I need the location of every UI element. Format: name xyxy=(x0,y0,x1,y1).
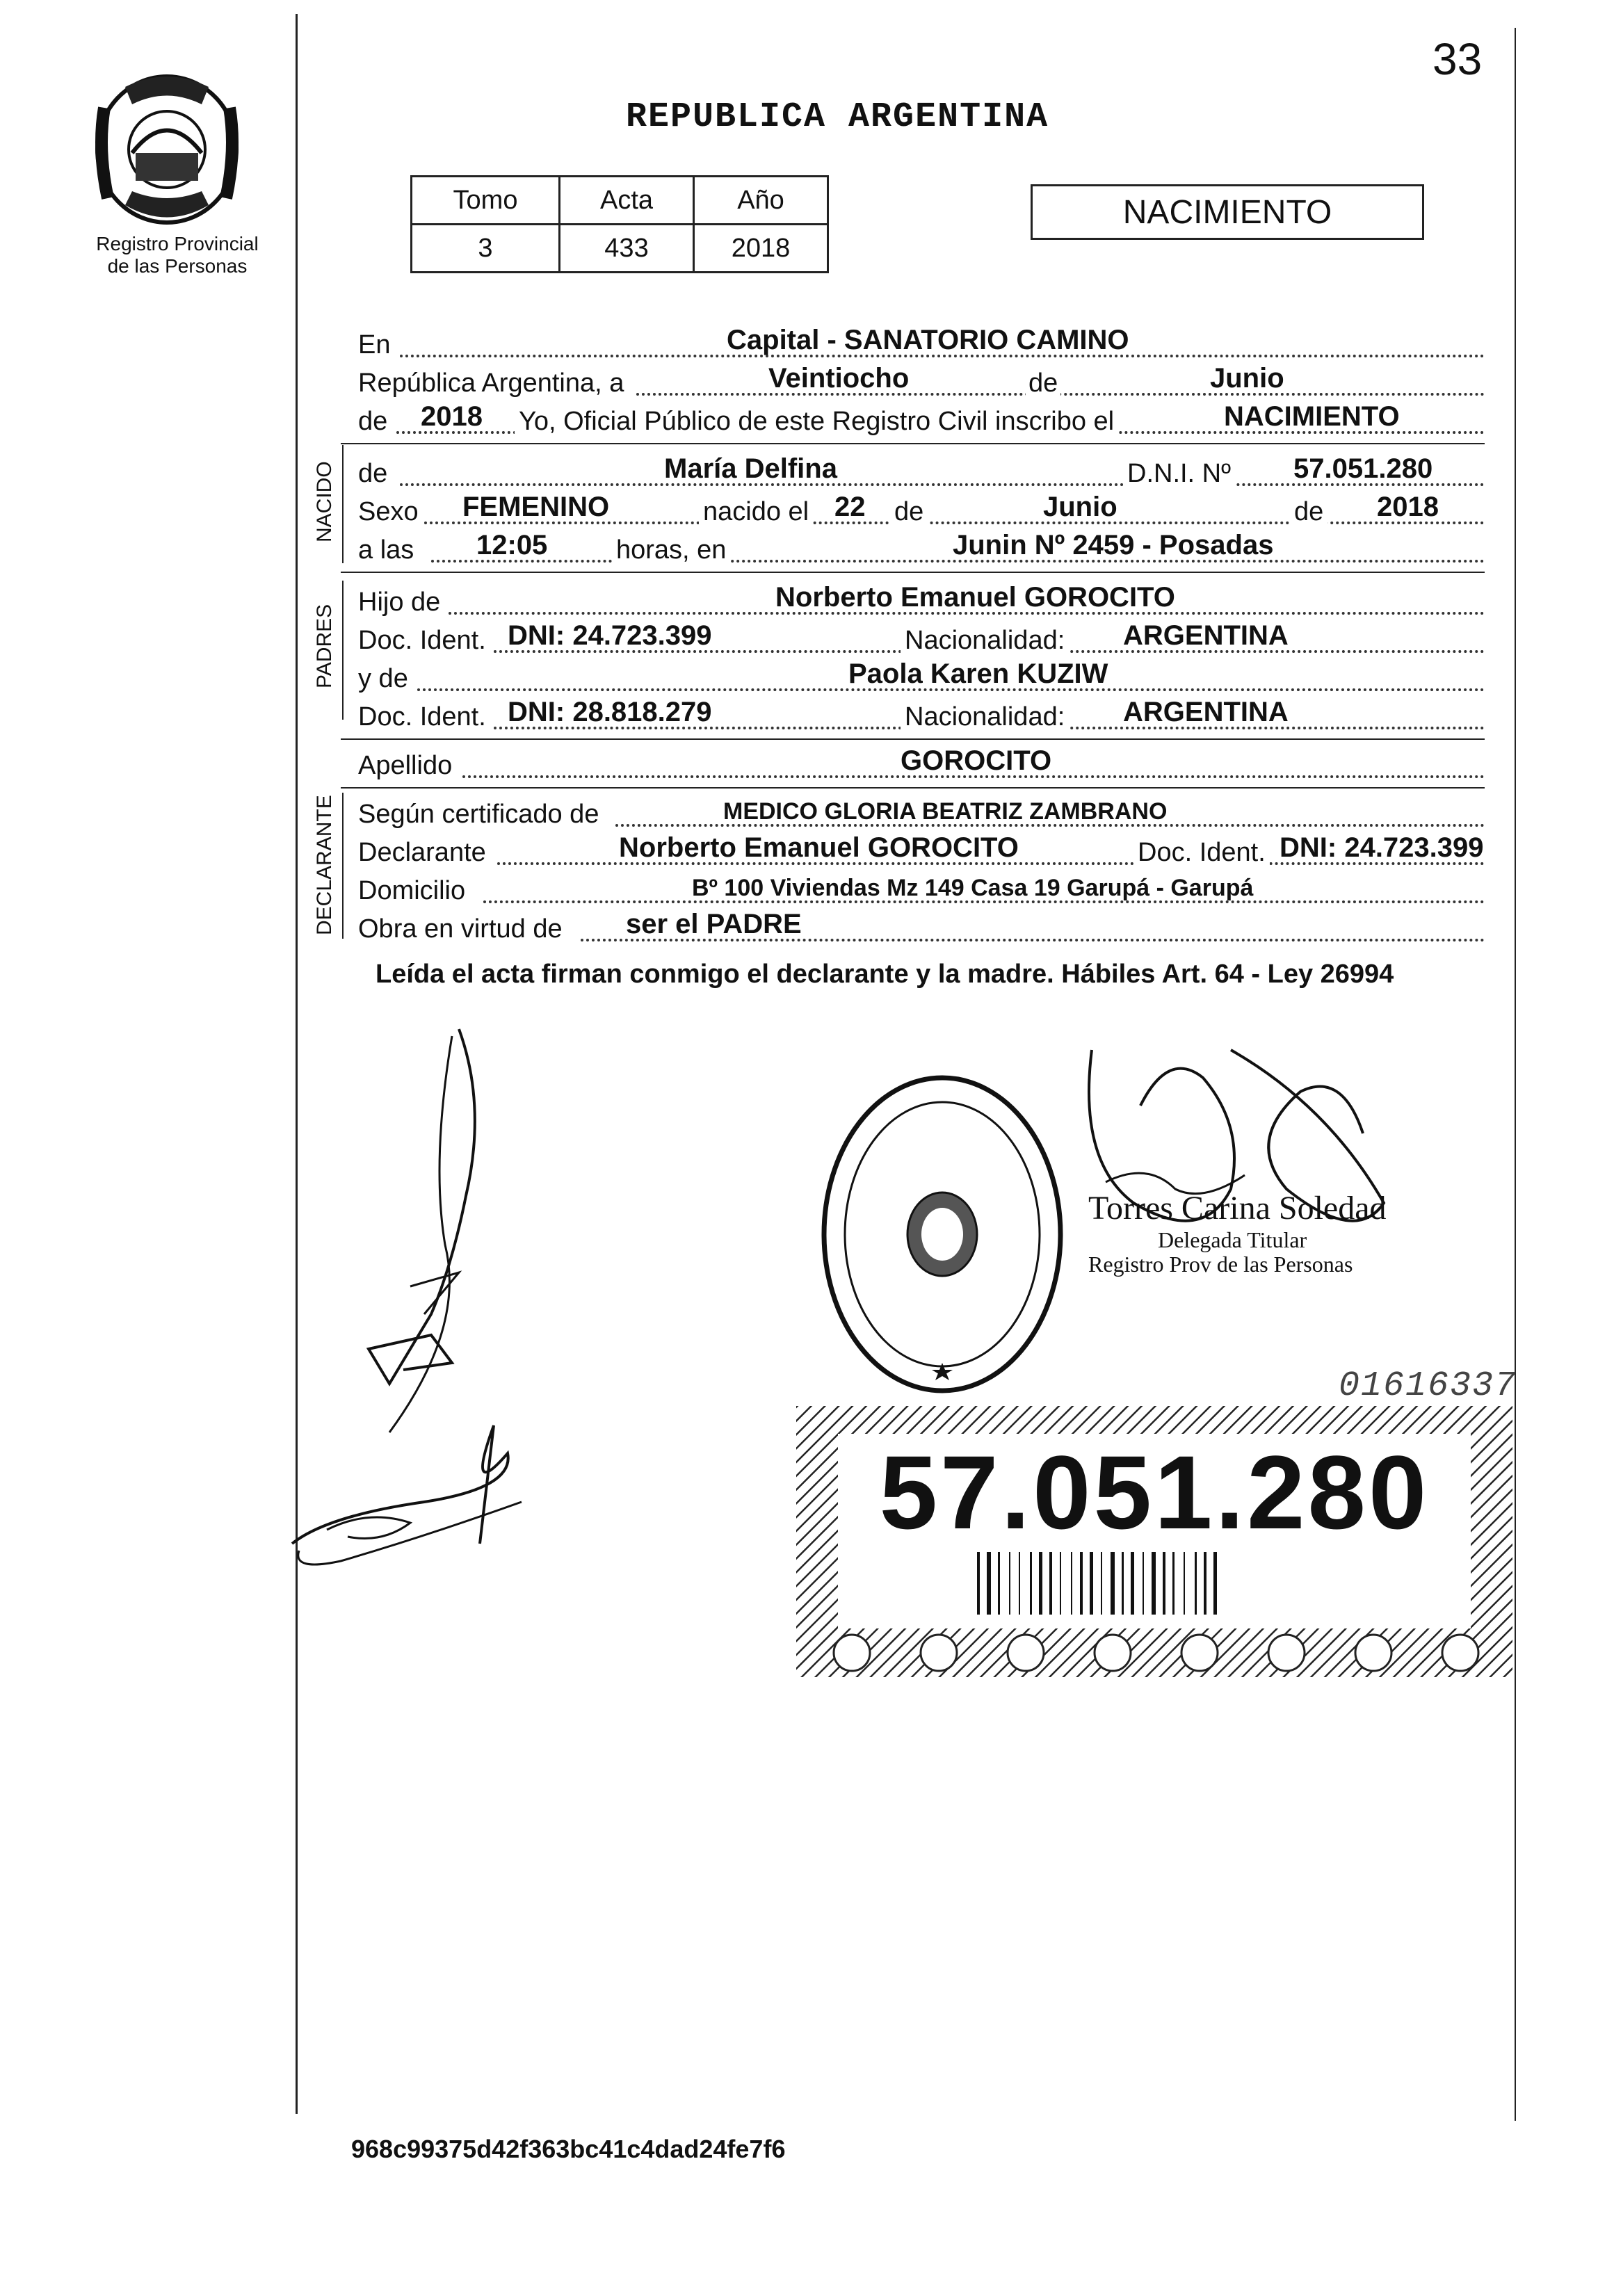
row-domicilio xyxy=(358,873,1485,906)
mother-name-value: Paola Karen KUZIW xyxy=(848,658,1108,689)
left-margin-line xyxy=(296,14,298,2114)
birth-place-value: Junin Nº 2459 - Posadas xyxy=(953,530,1274,560)
inscribo-text: Yo, Oficial Público de este Registro Civil inscribo el xyxy=(515,407,1118,437)
section-bracket xyxy=(342,581,344,720)
record-header-tomo: Tomo xyxy=(412,177,560,225)
registry-label xyxy=(76,233,278,277)
record-value-tomo: 3 xyxy=(412,225,560,273)
row-father xyxy=(358,584,1485,617)
doc-label: Doc. Ident. xyxy=(1133,838,1270,868)
section-bracket xyxy=(342,793,344,939)
section-label-declarante: DECLARANTE xyxy=(313,795,336,935)
father-name-value: Norberto Emanuel GOROCITO xyxy=(775,582,1175,613)
father-nationality-value: ARGENTINA xyxy=(1123,620,1289,651)
section-divider xyxy=(341,443,1485,444)
day-value: Veintiocho xyxy=(768,363,910,394)
sexo-label: Sexo xyxy=(358,497,419,526)
section-label-padres: PADRES xyxy=(313,604,336,688)
republica-label: República Argentina, a xyxy=(358,369,624,398)
de-label: de xyxy=(890,497,928,527)
record-header-ano: Año xyxy=(694,177,828,225)
official-name: Torres Carina Soledad xyxy=(1088,1190,1387,1227)
doc-label: Doc. Ident. xyxy=(358,626,486,655)
record-value-ano: 2018 xyxy=(694,225,828,273)
row-mother-doc xyxy=(358,699,1485,732)
hijo-label: Hijo de xyxy=(358,588,441,617)
record-value-acta: 433 xyxy=(560,225,694,273)
en-label: En xyxy=(358,330,391,359)
official-role: Delegada Titular xyxy=(1158,1227,1307,1252)
doc-label: Doc. Ident. xyxy=(358,702,486,731)
row-apellido xyxy=(358,747,1485,781)
closing-statement: Leída el acta firman conmigo el declarante y la madre. Hábiles Art. 64 - Ley 26994 xyxy=(376,960,1394,989)
month-value: Junio xyxy=(1210,363,1284,394)
row-mother xyxy=(358,658,1485,694)
delegation-seal-stamp xyxy=(817,1071,1067,1398)
birth-year-value: 2018 xyxy=(1377,492,1439,522)
right-margin-line xyxy=(1515,28,1516,2121)
section-divider xyxy=(341,738,1485,740)
declarante-label: Declarante xyxy=(358,838,486,867)
declarante-doc-value: DNI: 24.723.399 xyxy=(1280,832,1484,863)
segun-label: Según certificado de xyxy=(358,800,599,829)
section-bracket xyxy=(342,445,344,563)
de-label: de xyxy=(1026,369,1060,398)
record-type-box: NACIMIENTO xyxy=(1031,184,1424,240)
registry-label-line1: Registro Provincial xyxy=(96,233,259,254)
domicilio-label: Domicilio xyxy=(358,876,466,905)
declarante-name-value: Norberto Emanuel GOROCITO xyxy=(619,832,1019,863)
record-header-acta: Acta xyxy=(560,177,694,225)
declarant-signature xyxy=(348,1022,528,1439)
place-value: Capital - SANATORIO CAMINO xyxy=(727,325,1129,355)
time-value: 12:05 xyxy=(476,530,548,560)
nacionalidad-label: Nacionalidad: xyxy=(901,626,1069,656)
official-organization: Registro Prov de las Personas xyxy=(1088,1252,1353,1277)
row-inscribo xyxy=(358,403,1485,437)
document-hash: 968c99375d42f363bc41c4dad24fe7f6 xyxy=(351,2135,786,2163)
nacido-label: nacido el xyxy=(699,497,813,527)
official-signature xyxy=(1064,1022,1426,1342)
mother-nationality-value: ARGENTINA xyxy=(1123,697,1289,727)
year-value: 2018 xyxy=(421,401,483,432)
year-prefix: de xyxy=(358,407,388,436)
registry-label-line2: de las Personas xyxy=(107,255,248,277)
row-declarante xyxy=(358,834,1485,868)
country-title: REPUBLICA ARGENTINA xyxy=(626,97,1049,137)
mother-signature xyxy=(285,1405,535,1578)
mother-doc-value: DNI: 28.818.279 xyxy=(508,697,712,727)
sexo-value: FEMENINO xyxy=(462,492,610,522)
province-crest-logo xyxy=(76,66,257,233)
de-label: de xyxy=(1290,497,1327,527)
obra-label: Obra en virtud de xyxy=(358,914,563,944)
certificate-issuer-value: MEDICO GLORIA BEATRIZ ZAMBRANO xyxy=(723,798,1168,825)
apellido-value: GOROCITO xyxy=(901,745,1052,776)
record-table xyxy=(410,175,829,273)
page-number: 33 xyxy=(1432,34,1483,84)
dni-label: D.N.I. Nº xyxy=(1123,459,1235,489)
row-name xyxy=(358,455,1485,489)
birth-month-value: Junio xyxy=(1043,492,1117,522)
row-segun xyxy=(358,796,1485,830)
section-label-nacido: NACIDO xyxy=(313,461,336,542)
dni-label-number: 57.051.280 xyxy=(879,1434,1430,1551)
nacionalidad-label: Nacionalidad: xyxy=(901,702,1069,732)
obra-value: ser el PADRE xyxy=(626,909,802,939)
father-doc-value: DNI: 24.723.399 xyxy=(508,620,712,651)
row-time-place xyxy=(358,532,1485,565)
apellido-label: Apellido xyxy=(358,751,453,780)
row-en xyxy=(358,327,1485,360)
section-divider xyxy=(341,572,1485,573)
horas-label: horas, en xyxy=(612,535,730,565)
inscribo-value: NACIMIENTO xyxy=(1224,401,1400,432)
row-sexo xyxy=(358,494,1485,527)
alas-label: a las xyxy=(358,535,414,565)
row-date xyxy=(358,365,1485,398)
yde-label: y de xyxy=(358,664,408,693)
birth-day-value: 22 xyxy=(834,492,866,522)
row-father-doc xyxy=(358,622,1485,656)
child-dni-value: 57.051.280 xyxy=(1293,453,1433,484)
serial-number: 01616337 xyxy=(1339,1366,1517,1406)
row-obra xyxy=(358,911,1485,944)
child-name-value: María Delfina xyxy=(664,453,837,484)
section-divider xyxy=(341,787,1485,789)
name-label: de xyxy=(358,459,388,488)
domicilio-value: Bº 100 Viviendas Mz 149 Casa 19 Garupá - Garupá xyxy=(692,875,1254,901)
